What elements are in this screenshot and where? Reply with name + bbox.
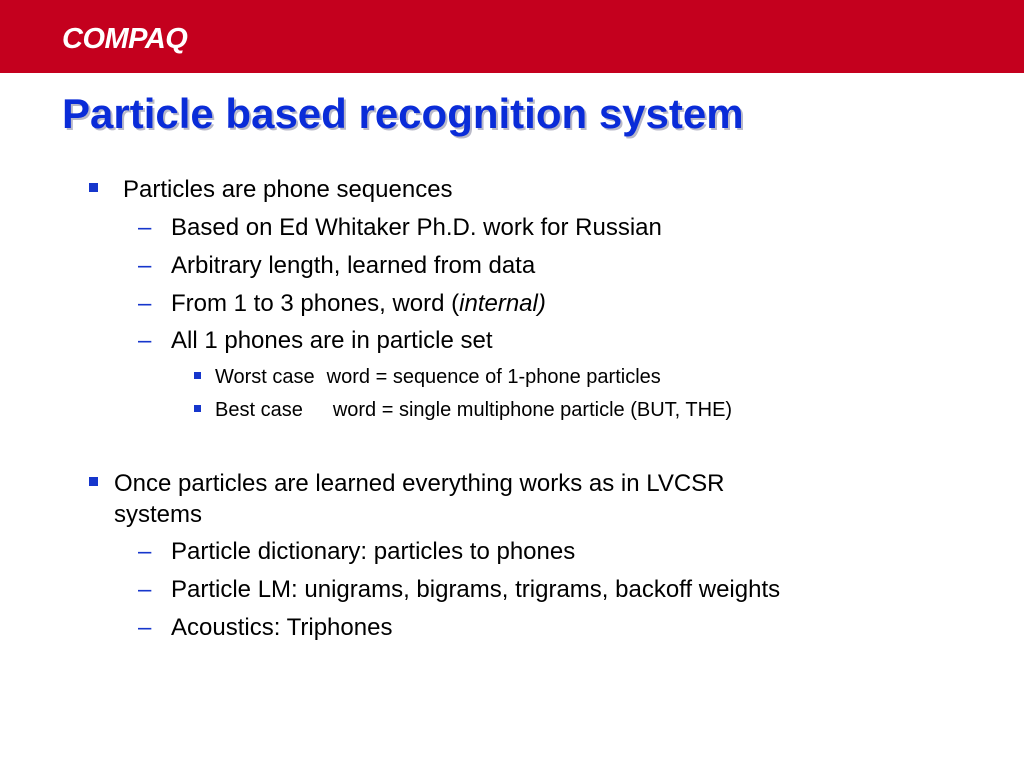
bullet-square-icon bbox=[89, 477, 98, 486]
case-label: Best case bbox=[215, 399, 303, 421]
dash-bullet-icon: – bbox=[138, 614, 152, 641]
sub-subbullet-text bbox=[215, 364, 661, 390]
subbullet-text: Based on Ed Whitaker Ph.D. work for Russian bbox=[171, 214, 662, 241]
header-bar bbox=[0, 0, 1024, 73]
subbullet-text: Particle LM: unigrams, bigrams, trigrams, backoff weights bbox=[171, 576, 781, 603]
dash-bullet-icon: – bbox=[138, 290, 152, 317]
dash-bullet-icon: – bbox=[138, 214, 152, 241]
dash-bullet-icon: – bbox=[138, 327, 152, 354]
subbullet-text-plain: From 1 to 3 phones, word ( bbox=[171, 290, 460, 317]
dash-bullet-icon: – bbox=[138, 576, 152, 603]
bullet-square-icon bbox=[89, 183, 98, 192]
bullet-text: Once particles are learned everything works as in LVCSR bbox=[114, 470, 725, 497]
case-value: word = single multiphone particle (BUT, THE) bbox=[332, 399, 733, 421]
subbullet-text: Acoustics: Triphones bbox=[171, 614, 393, 641]
case-value: word = sequence of 1-phone particles bbox=[326, 366, 661, 388]
compaq-logo: COMPAQ bbox=[62, 23, 188, 55]
case-label: Worst case bbox=[215, 366, 315, 388]
dash-bullet-icon: – bbox=[138, 252, 152, 279]
slide-title: Particle based recognition system bbox=[62, 90, 744, 137]
subbullet-text bbox=[171, 289, 546, 319]
bullet-square-icon bbox=[194, 405, 201, 412]
bullet-square-icon bbox=[194, 372, 201, 379]
subbullet-text: All 1 phones are in particle set bbox=[171, 327, 493, 354]
subbullet-text: Particle dictionary: particles to phones bbox=[171, 538, 576, 565]
bullet-text-continued: systems bbox=[114, 501, 203, 528]
bullet-text: Particles are phone sequences bbox=[123, 176, 453, 203]
subbullet-text: Arbitrary length, learned from data bbox=[171, 252, 536, 279]
sub-subbullet-text bbox=[215, 397, 732, 423]
subbullet-text-italic: internal) bbox=[459, 290, 546, 317]
dash-bullet-icon: – bbox=[138, 538, 152, 565]
